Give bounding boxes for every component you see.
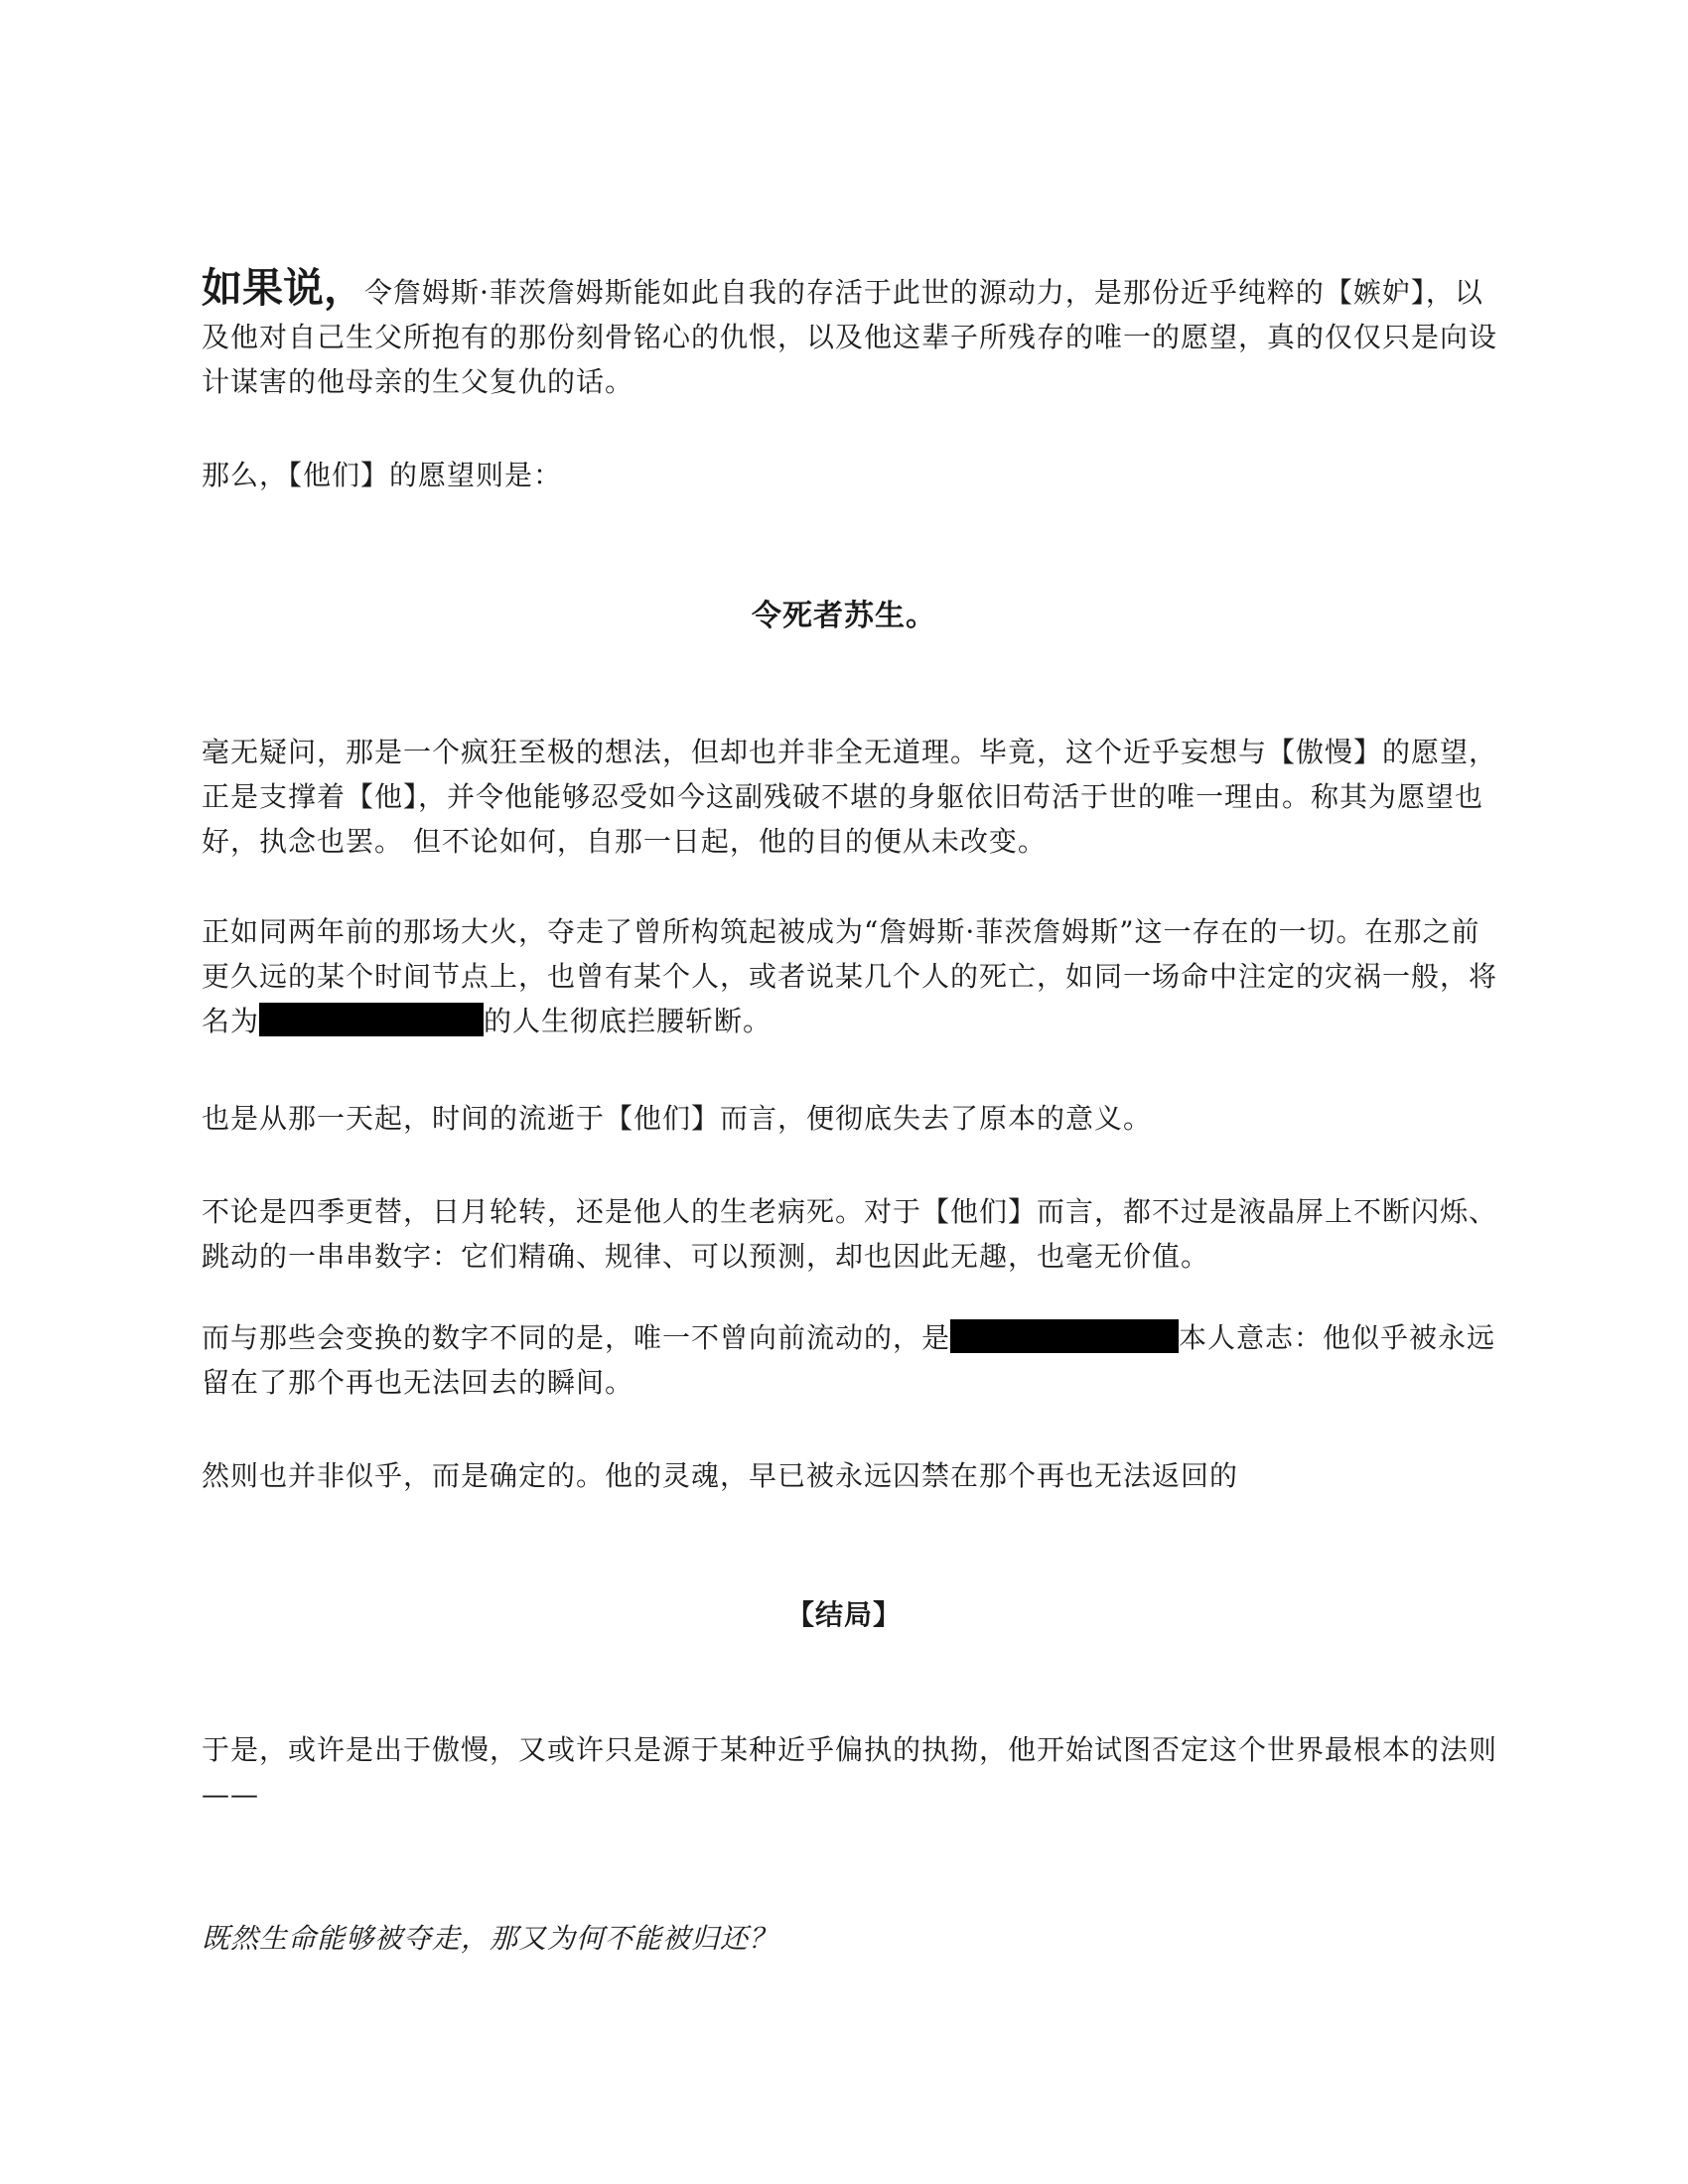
paragraph-8: 然则也并非似乎，而是确定的。他的灵魂，早已被永远囚禁在那个再也无法返回的 xyxy=(202,1459,1239,1492)
paragraph-1-text: 令詹姆斯·菲茨詹姆斯能如此自我的存活于此世的源动力，是那份近乎纯粹的【嫉妒】，以及他对自己生父所抱有的那份刻骨铭心的仇恨，以及他这辈子所残存的唯一的愿望，真的仅仅只是向设计谋害的他母亲的生父复仇的话。 xyxy=(202,276,1498,398)
paragraph-6: 不论是四季更替，日月轮转，还是他人的生老病死。对于【他们】而言，都不过是液晶屏上不断闪烁、跳动的一串串数字：它们精确、规律、可以预测，却也因此无趣，也毫无价值。 xyxy=(202,1195,1498,1273)
paragraph-1 xyxy=(202,266,1497,404)
paragraph-4 xyxy=(202,909,1497,1043)
paragraph-1-lead: 如果说， xyxy=(202,264,364,312)
paragraph-7-after: 本人意志：他似乎被永远留在了那个再也无法回去的瞬间。 xyxy=(202,1321,1496,1399)
heading-ending: 【结局】 xyxy=(785,1598,902,1631)
paragraph-7-before: 而与那些会变换的数字不同的是，唯一不曾向前流动的，是 xyxy=(202,1321,951,1354)
paragraph-9: 于是，或许是出于傲慢，又或许只是源于某种近乎偏执的执拗，他开始试图否定这个世界最根本的法则—— xyxy=(202,1733,1498,1811)
paragraph-5: 也是从那一天起，时间的流逝于【他们】而言，便彻底失去了原本的意义。 xyxy=(202,1102,1153,1135)
paragraph-10-italic: 既然生命能够被夺走，那又为何不能被归还？ xyxy=(202,1922,778,1955)
paragraph-7 xyxy=(202,1315,1497,1405)
redaction-block xyxy=(950,1319,1179,1353)
redaction-block xyxy=(259,1003,484,1036)
paragraph-2: 那么，【他们】的愿望则是： xyxy=(202,459,563,491)
paragraph-4-after: 的人生彻底拦腰斩断。 xyxy=(484,1005,773,1037)
paragraph-3: 毫无疑问，那是一个疯狂至极的想法，但却也并非全无道理。毕竟，这个近乎妄想与【傲慢】的愿望，正是支撑着【他】，并令他能够忍受如今这副残破不堪的身躯依旧苟活于世的唯一理由。称其为愿望也好，执念也罢。 但不论如何，自那一日起，他的目的便从未改变。 xyxy=(202,736,1498,858)
heading-revive: 令死者苏生。 xyxy=(752,599,936,633)
paragraph-4-before: 正如同两年前的那场大火，夺走了曾所构筑起被成为“詹姆斯·菲茨詹姆斯”这一存在的一切。在那之前更久远的某个时间节点上，也曾有某个人，或者说某几个人的死亡，如同一场命中注定的灾祸一般，将名为 xyxy=(202,915,1498,1037)
